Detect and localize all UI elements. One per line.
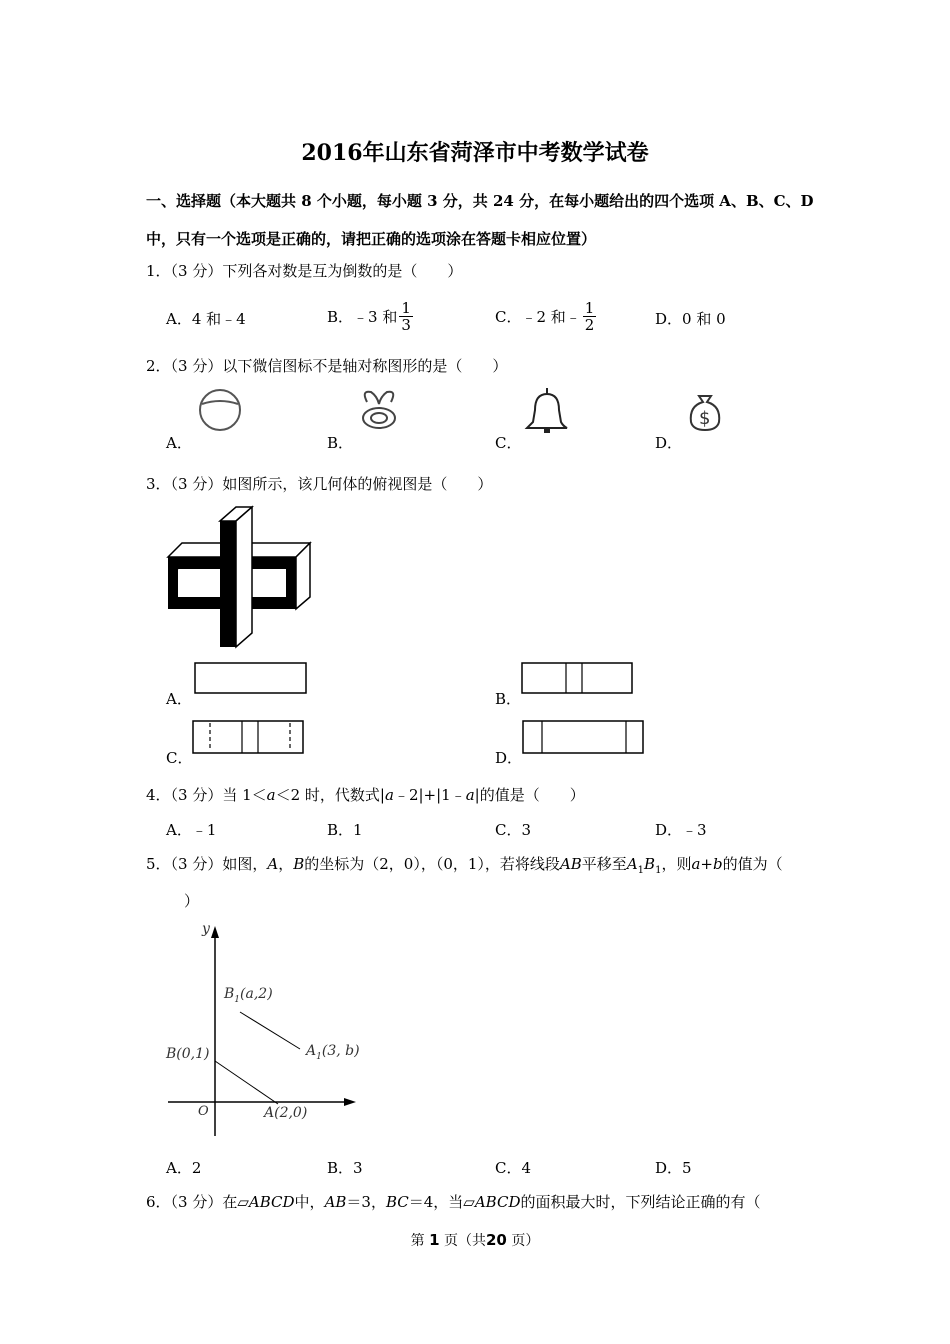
q4-option-b: B．1 <box>327 821 363 839</box>
footer-text: 页（共 <box>444 1233 486 1249</box>
question-2-stem: 2．（3 分）以下微信图标不是轴对称图形的是（ ） <box>146 357 508 375</box>
q5-option-b: B．3 <box>327 1159 363 1177</box>
q4-option-a: A．﹣1 <box>166 821 217 839</box>
fraction-numerator: 1 <box>401 299 411 317</box>
point-a1-label <box>304 1043 360 1062</box>
q5-stem-part: ，则 <box>661 855 692 873</box>
q4-option-c: C．3 <box>495 821 532 839</box>
point-name: A <box>306 1043 317 1059</box>
fraction-one-half <box>583 300 597 333</box>
q5-stem-part: 的坐标为（2，0），（0，1），若将线段 <box>304 855 560 873</box>
wechat-icon-bell <box>525 386 571 436</box>
q3-option-a: A． <box>166 690 192 708</box>
question-1-stem: 1．（3 分）下列各对数是互为倒数的是（ ） <box>146 262 463 280</box>
fraction-numerator: 1 <box>584 299 595 317</box>
q6-stem-part: ＝3， <box>346 1193 386 1211</box>
wechat-icon-money-bag <box>685 392 725 434</box>
footer-text: 第 <box>410 1233 425 1249</box>
q2-option-d: D． <box>655 434 683 452</box>
origin-label: O <box>198 1104 209 1119</box>
y-axis-arrow <box>211 926 219 938</box>
q1-option-d: D．0 和 0 <box>655 310 726 328</box>
page-number: 1 <box>429 1231 440 1249</box>
var-a: a <box>465 786 475 804</box>
var: BC <box>385 1193 409 1211</box>
q5-stem-part: ， <box>278 855 294 873</box>
q3-option-d: D． <box>495 749 523 767</box>
x-axis-arrow <box>344 1098 356 1106</box>
var: AB <box>324 1193 347 1211</box>
bell-clapper <box>544 428 550 433</box>
var-a: a <box>266 786 276 804</box>
var: B <box>293 855 305 873</box>
y-axis-label: y <box>202 921 210 937</box>
subscript: 1 <box>655 865 662 876</box>
q6-stem-part: 中， <box>294 1193 325 1211</box>
q4-stem-part: |的值是（ ） <box>474 786 585 804</box>
q6-stem-part: 6．（3 分）在▱ <box>146 1193 249 1211</box>
point-coordinate: (3, b) <box>321 1043 360 1059</box>
q3-option-c-figure <box>192 720 306 756</box>
q2-option-c: C． <box>495 434 522 452</box>
wechat-icon-ring-bow <box>355 388 405 434</box>
q1-option-b <box>327 300 413 333</box>
section-heading-line2: 中，只有一个选项是正确的，请把正确的选项涂在答题卡相应位置） <box>146 230 597 248</box>
var: ABCD <box>474 1193 521 1211</box>
point-name: B <box>224 986 235 1002</box>
q3-option-c: C． <box>166 749 193 767</box>
q5-stem-part: 5．（3 分）如图， <box>146 855 268 873</box>
q3-option-a-figure <box>194 662 308 696</box>
fraction-one-third <box>399 300 413 333</box>
dollar-icon-glyph: $ <box>699 408 711 429</box>
q2-option-b: B． <box>327 434 354 452</box>
point-b1-label <box>223 986 273 1005</box>
q6-stem-part: ＝4，当▱ <box>408 1193 475 1211</box>
page-footer <box>0 1230 950 1250</box>
q5-option-d: D．5 <box>655 1159 692 1177</box>
segment-a1b1 <box>240 1012 300 1049</box>
q4-stem-part: ＜2 时，代数式| <box>275 786 385 804</box>
section-heading-line1: 一、选择题（本大题共 8 个小题，每小题 3 分，共 24 分，在每小题给出的四个选项 A、B、C、D <box>146 192 814 210</box>
q1-option-a: A．4 和﹣4 <box>166 310 246 328</box>
point-a-label: A(2,0) <box>264 1105 308 1121</box>
wechat-icon-circle <box>196 388 246 434</box>
var: A <box>626 855 638 873</box>
page-total: 20 <box>486 1231 507 1249</box>
q3-option-d-figure <box>522 720 646 756</box>
var-a: a <box>385 786 394 804</box>
q1-option-c-prefix: C．﹣2 和﹣ <box>495 308 581 326</box>
q2-option-a: A． <box>166 434 192 452</box>
var: ABCD <box>248 1193 295 1211</box>
fraction-denominator: 2 <box>584 316 595 334</box>
fraction-denominator: 3 <box>401 316 411 334</box>
q4-option-d: D．﹣3 <box>655 821 707 839</box>
var: A <box>267 855 279 873</box>
q5-option-c: C．4 <box>495 1159 532 1177</box>
q1-option-c <box>495 300 596 333</box>
question-4-stem <box>146 784 585 805</box>
point-coordinate: (a,2) <box>240 986 273 1002</box>
question-3-stem: 3．（3 分）如图所示，该几何体的俯视图是（ ） <box>146 475 493 493</box>
question-5-stem <box>146 853 783 876</box>
question-5-stem-continued: ） <box>184 892 200 910</box>
var: a+b <box>691 855 723 873</box>
segment-ab <box>215 1061 278 1104</box>
q4-stem-part: 4．（3 分）当 1＜ <box>146 786 267 804</box>
subscript: 1 <box>637 865 645 876</box>
q5-option-a: A．2 <box>166 1159 202 1177</box>
q4-stem-part: ﹣2|+|1﹣ <box>393 786 466 804</box>
q3-option-b-figure <box>521 662 635 696</box>
three-view-solid-figure <box>164 505 314 650</box>
q5-stem-part: 的值为（ <box>722 855 783 873</box>
q1-option-b-prefix: B．﹣3 和 <box>327 308 398 326</box>
point-b-label: B(0,1) <box>166 1046 210 1062</box>
q3-option-b: B． <box>495 690 522 708</box>
var: AB <box>559 855 582 873</box>
point-subscript: 1 <box>234 995 241 1005</box>
coordinate-figure <box>160 918 370 1140</box>
footer-text: 页） <box>511 1233 540 1249</box>
question-6-stem <box>146 1191 761 1212</box>
var: B <box>644 855 656 873</box>
q5-stem-part: 平移至 <box>581 855 627 873</box>
point-subscript: 1 <box>316 1052 322 1062</box>
page-title: 2016年山东省菏泽市中考数学试卷 <box>301 140 649 166</box>
q6-stem-part: 的面积最大时，下列结论正确的有（ <box>520 1193 761 1211</box>
